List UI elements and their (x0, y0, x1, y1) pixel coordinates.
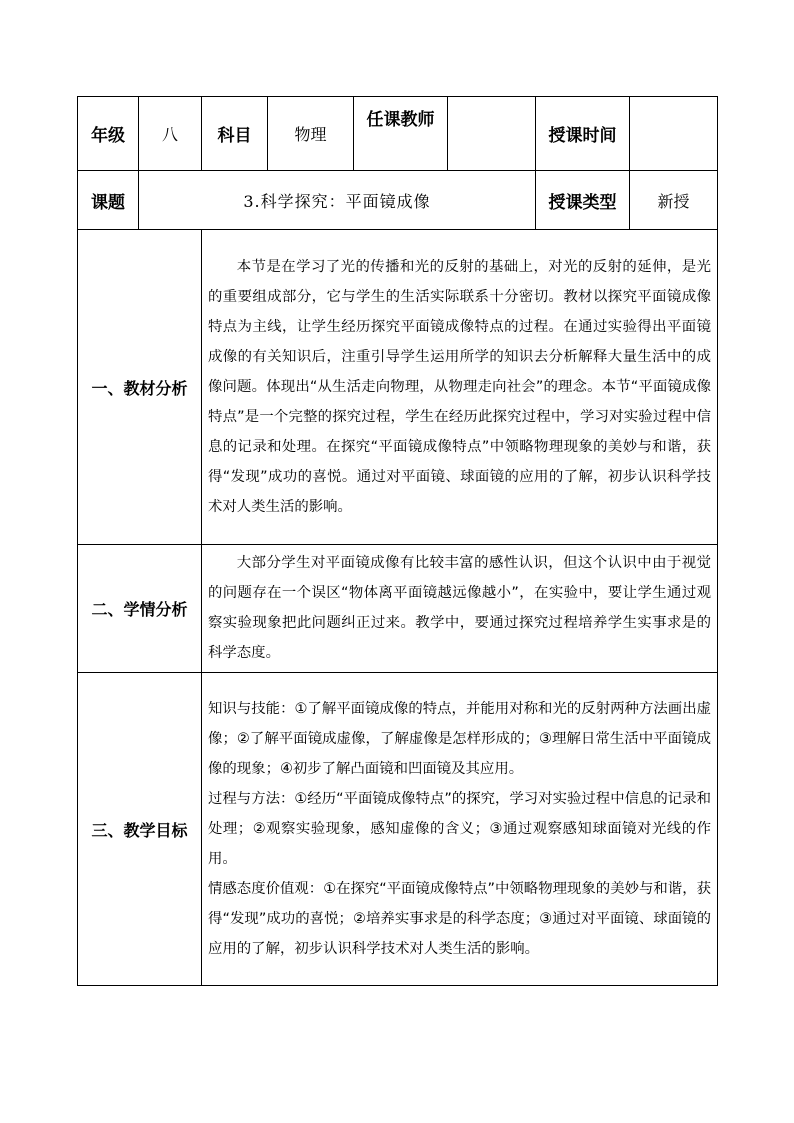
grade-label: 年级 (78, 97, 139, 171)
time-label: 授课时间 (536, 97, 630, 171)
section-label: 一、教材分析 (78, 230, 202, 545)
lesson-plan-table (77, 96, 718, 986)
topic-value: 3.科学探究：平面镜成像 (139, 171, 536, 230)
section-student-analysis (78, 545, 718, 673)
topic-row (78, 171, 718, 230)
time-value (630, 97, 718, 171)
section-paragraph: 大部分学生对平面镜成像有比较丰富的感性认识，但这个认识中由于视觉的问题存在一个误区“物体离平面镜越远像越小”，在实验中，要让学生通过观察实验现象把此问题纠正过来。教学中，要通过探究过程培养学生实事求是的科学态度。 (208, 555, 711, 661)
section-paragraph: 情感态度价值观：①在探究“平面镜成像特点”中领略物理现象的美妙与和谐，获得“发现”成功的喜悦；②培养实事求是的科学态度；③通过对平面镜、球面镜的应用的了解，初步认识科学技术对人类生活的影响。 (208, 880, 711, 957)
section-paragraph: 本节是在学习了光的传播和光的反射的基础上，对光的反射的延伸，是光的重要组成部分，它与学生的生活实际联系十分密切。教材以探究平面镜成像特点为主线，让学生经历探究平面镜成像特点的过程。在通过实验得出平面镜成像的有关知识后，注重引导学生运用所学的知识去分析解释大量生活中的成像问题。体现出“从生活走向物理，从物理走向社会”的理念。本节“平面镜成像特点”是一个完整的探究过程，学生在经历此探究过程中，学习对实验过程中信息的记录和处理。在探究“平面镜成像特点”中领略物理现象的美妙与和谐，获得“发现”成功的喜悦。通过对平面镜、球面镜的应用的了解，初步认识科学技术对人类生活的影响。 (208, 258, 711, 515)
section-label: 三、教学目标 (78, 673, 202, 986)
section-body (202, 230, 718, 545)
type-label: 授课类型 (536, 171, 630, 230)
section-label: 二、学情分析 (78, 545, 202, 673)
grade-value: 八 (139, 97, 202, 171)
type-value: 新授 (630, 171, 718, 230)
section-paragraph: 过程与方法：①经历“平面镜成像特点”的探究，学习对实验过程中信息的记录和处理；②观察实验现象，感知虚像的含义；③通过观察感知球面镜对光线的作用。 (208, 790, 711, 867)
header-row (78, 97, 718, 171)
section-teaching-goals (78, 673, 718, 986)
section-body (202, 545, 718, 673)
section-textbook-analysis (78, 230, 718, 545)
section-body (202, 673, 718, 986)
section-paragraph: 知识与技能：①了解平面镜成像的特点，并能用对称和光的反射两种方法画出虚像；②了解平面镜成虚像，了解虚像是怎样形成的；③理解日常生活中平面镜成像的现象；④初步了解凸面镜和凹面镜及其应用。 (208, 700, 711, 777)
teacher-label: 任课教师 (354, 97, 448, 171)
subject-value: 物理 (268, 97, 354, 171)
teacher-value (448, 97, 536, 171)
subject-label: 科目 (202, 97, 268, 171)
topic-label: 课题 (78, 171, 139, 230)
